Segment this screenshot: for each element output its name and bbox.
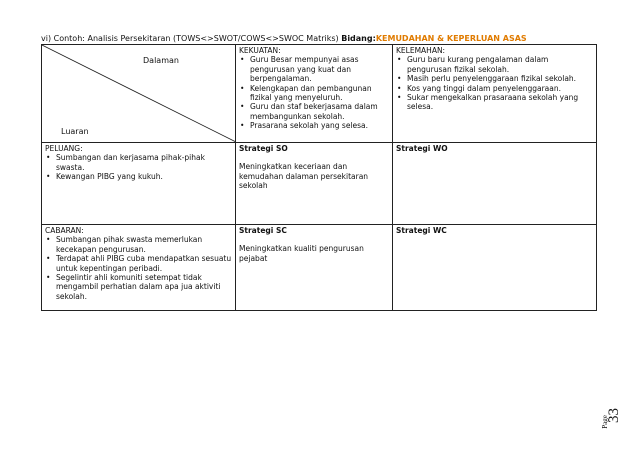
strategi-wc-cell — [393, 225, 597, 311]
strategi-so-cell — [236, 143, 393, 225]
kekuatan-cell — [236, 45, 393, 143]
list-item: • Sumbangan dan kerjasama pihak-pihak swasta. — [45, 153, 232, 172]
strategi-sc-text: Meningkatkan kualiti pengurusan pejabat — [239, 244, 364, 263]
peluang-row — [42, 143, 597, 225]
list-item: • Sukar mengekalkan prasaraana sekolah yang selesa. — [396, 93, 593, 112]
list-item: • Guru dan staf bekerjasama dalam membangunkan sekolah. — [239, 102, 389, 121]
list-item: • Guru Besar mempunyai asas pengurusan yang kuat dan berpengalaman. — [239, 55, 389, 83]
list-item: • Kewangan PIBG yang kukuh. — [45, 172, 232, 181]
strategi-sc-cell — [236, 225, 393, 311]
list-item: • Prasarana sekolah yang selesa. — [239, 121, 389, 130]
kekuatan-list — [239, 55, 389, 130]
kekuatan-title: KEKUATAN: — [239, 46, 281, 55]
list-item: • Segelintir ahli komuniti setempat tidak mengambil perhatian dalam apa jua aktiviti sekolah. — [45, 273, 232, 301]
tows-matrix-table — [41, 44, 597, 311]
list-item: • Kelengkapan dan pembangunan fizikal yang menyeluruh. — [239, 84, 389, 103]
list-item: • Masih perlu penyelenggaraan fizikal sekolah. — [396, 74, 593, 83]
cabaran-row — [42, 225, 597, 311]
strategi-so-text: Meningkatkan keceriaan dan kemudahan dalaman persekitaran sekolah — [239, 162, 369, 191]
section-heading — [41, 34, 601, 44]
list-item: • Kos yang tinggi dalam penyelenggaraan. — [396, 84, 593, 93]
kelemahan-title: KELEMAHAN: — [396, 46, 446, 55]
strategi-sc-title: Strategi SC — [239, 226, 287, 235]
kelemahan-cell — [393, 45, 597, 143]
kelemahan-list — [396, 55, 593, 111]
strategi-wo-title: Strategi WO — [396, 144, 448, 153]
cabaran-list — [45, 235, 232, 301]
strategi-so-title: Strategi SO — [239, 144, 288, 153]
page-number — [600, 398, 633, 438]
cabaran-title: CABARAN: — [45, 226, 84, 235]
luaran-label: Luaran — [61, 127, 89, 136]
corner-cell — [42, 45, 236, 143]
header-row — [42, 45, 597, 143]
dalaman-label: Dalaman — [143, 56, 179, 65]
list-item: • Terdapat ahli PIBG cuba mendapatkan sesuatu untuk kepentingan peribadi. — [45, 254, 232, 273]
peluang-cell — [42, 143, 236, 225]
heading-bidang-label: Bidang: — [341, 34, 376, 43]
list-item: • Guru baru kurang pengalaman dalam pengurusan fizikal sekolah. — [396, 55, 593, 74]
strategi-wo-cell — [393, 143, 597, 225]
cabaran-cell — [42, 225, 236, 311]
heading-lead: vi) Contoh: Analisis Persekitaran (TOWS<>SWOT/COWS<>SWOC Matriks) — [41, 34, 342, 43]
peluang-title: PELUANG: — [45, 144, 83, 153]
page-label: Page — [600, 415, 609, 429]
peluang-list — [45, 153, 232, 181]
list-item: • Sumbangan pihak swasta memerlukan kecekapan pengurusan. — [45, 235, 232, 254]
page-number-value: 33 — [606, 408, 622, 423]
heading-topic: KEMUDAHAN & KEPERLUAN ASAS — [375, 34, 527, 43]
strategi-wc-title: Strategi WC — [396, 226, 447, 235]
